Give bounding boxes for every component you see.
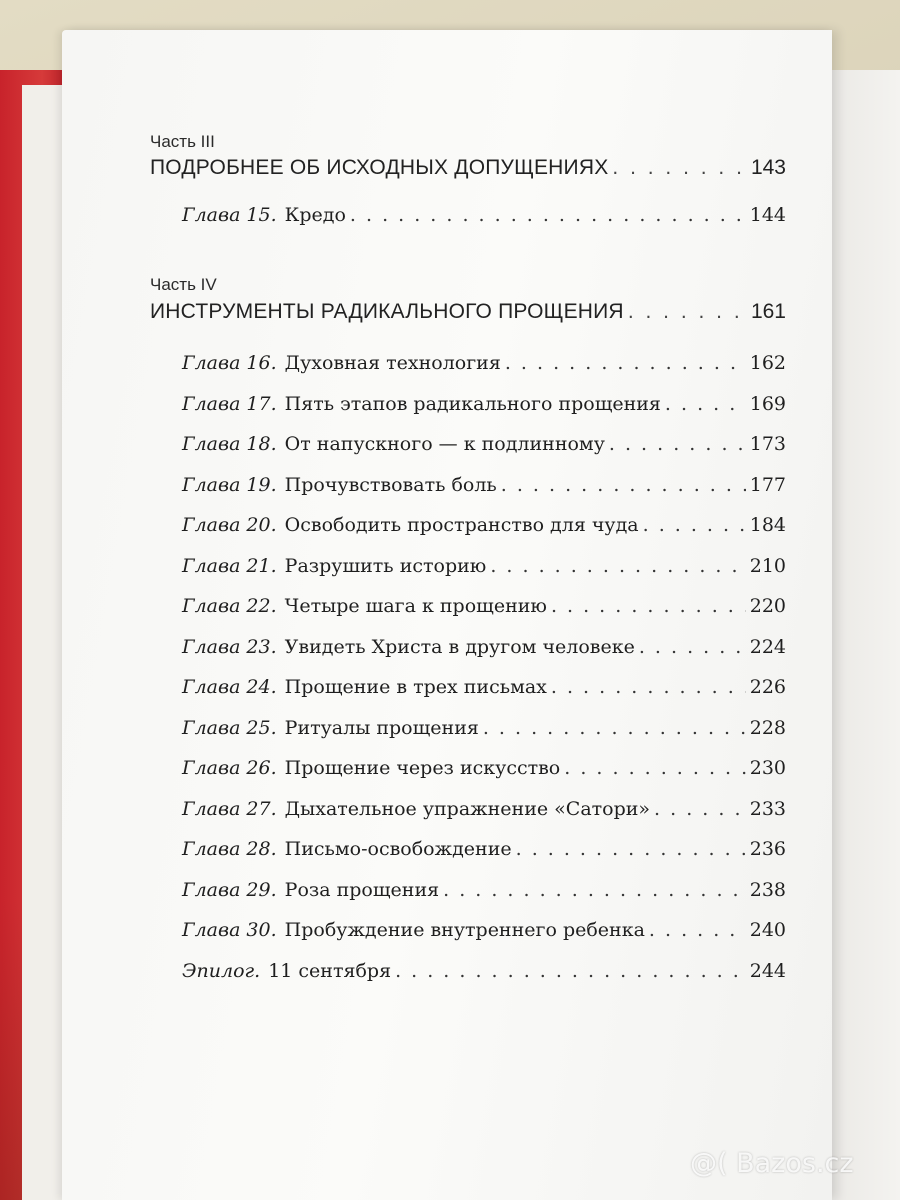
chapter-title: Прочувствовать боль	[284, 473, 497, 496]
dot-leader	[505, 352, 746, 374]
chapter-title: Пять этапов радикального прощения	[284, 392, 661, 415]
book-page	[62, 30, 832, 1200]
chapter-title: Пробуждение внутреннего ребенка	[284, 919, 645, 941]
toc-entry	[182, 514, 786, 536]
dot-leader	[516, 838, 746, 860]
chapter-page: 236	[749, 838, 786, 860]
chapter-title: Роза прощения	[284, 878, 440, 901]
dot-leader	[612, 156, 747, 180]
chapter-title: Дыхательное упражнение «Сатори»	[284, 797, 651, 820]
chapter-page: 162	[749, 352, 786, 374]
chapter-page: 228	[749, 716, 786, 739]
toc-entry	[182, 879, 786, 901]
chapter-page: 226	[749, 676, 786, 698]
dot-leader	[564, 757, 745, 779]
chapter-number: Глава 22.	[182, 595, 277, 617]
chapter-page: 240	[749, 919, 786, 941]
chapter-number: Глава 27.	[182, 797, 277, 820]
dot-leader	[483, 717, 746, 739]
chapter-number: Глава 18.	[182, 433, 277, 455]
part-3-label: Часть III	[150, 132, 215, 151]
chapter-page: 230	[749, 757, 786, 779]
chapter-title: Ритуалы прощения	[284, 716, 479, 739]
chapter-title: Увидеть Христа в другом человеке	[284, 635, 635, 658]
chapter-title: Четыре шага к прощению	[284, 595, 547, 617]
chapter-title: От напускного — к подлинному	[284, 433, 605, 455]
toc-entry	[182, 352, 786, 374]
chapter-number: Глава 17.	[182, 392, 277, 415]
chapter-page: 244	[749, 959, 786, 982]
toc-entry	[182, 798, 786, 820]
chapter-number: Глава 30.	[182, 919, 277, 941]
chapter-page: 233	[749, 797, 786, 820]
dot-leader	[443, 879, 746, 901]
chapter-number: Глава 15.	[182, 204, 277, 226]
dot-leader	[551, 676, 746, 698]
dot-leader	[649, 919, 746, 941]
chapter-number: Глава 28.	[182, 838, 277, 860]
toc-entry	[182, 757, 786, 779]
chapter-title: Прощение через искусство	[284, 757, 561, 779]
chapter-number: Глава 21.	[182, 554, 277, 577]
chapter-number: Глава 16.	[182, 352, 277, 374]
chapter-title: Письмо-освобождение	[284, 838, 512, 860]
chapter-number: Глава 24.	[182, 676, 277, 698]
chapter-page: 144	[749, 204, 786, 226]
toc-entry	[182, 204, 786, 226]
dot-leader	[551, 595, 746, 617]
dot-leader	[654, 798, 746, 820]
chapter-page: 220	[749, 595, 786, 617]
dot-leader	[665, 393, 746, 415]
toc-entry	[182, 838, 786, 860]
toc-entry	[182, 636, 786, 658]
chapter-number: Глава 20.	[182, 514, 277, 536]
chapter-number: Эпилог.	[182, 959, 261, 982]
toc-entry	[182, 676, 786, 698]
chapter-title: Разрушить историю	[284, 554, 487, 577]
part-3-heading	[150, 156, 786, 180]
chapter-page: 169	[749, 392, 786, 415]
chapter-page: 177	[749, 473, 786, 496]
toc-entry	[182, 433, 786, 455]
part-4-page: 161	[750, 300, 786, 323]
chapter-title: Кредо	[284, 204, 346, 226]
chapter-number: Глава 23.	[182, 635, 277, 658]
toc-entry	[182, 595, 786, 617]
part-4-title: ИНСТРУМЕНТЫ РАДИКАЛЬНОГО ПРОЩЕНИЯ	[150, 300, 624, 323]
dot-leader	[609, 433, 746, 455]
part-3-title: ПОДРОБНЕЕ ОБ ИСХОДНЫХ ДОПУЩЕНИЯХ	[150, 156, 609, 179]
toc-entry	[182, 393, 786, 415]
chapter-page: 173	[749, 433, 786, 455]
toc-entry	[182, 717, 786, 739]
part-3-page: 143	[750, 156, 786, 179]
part-4-heading	[150, 300, 786, 324]
toc-entry	[182, 555, 786, 577]
chapter-title: 11 сентября	[268, 959, 392, 982]
dot-leader	[490, 555, 745, 577]
toc-entry	[182, 960, 786, 982]
dot-leader	[628, 300, 747, 324]
toc-entry	[182, 474, 786, 496]
chapter-number: Глава 26.	[182, 757, 277, 779]
chapter-number: Глава 25.	[182, 716, 277, 739]
part-4-label: Часть IV	[150, 275, 217, 294]
toc-entry	[182, 919, 786, 941]
chapter-page: 238	[749, 878, 786, 901]
chapter-number: Глава 29.	[182, 878, 277, 901]
bazos-watermark: @( Bazos.cz	[690, 1148, 854, 1179]
chapter-title: Освободить пространство для чуда	[284, 514, 639, 536]
dot-leader	[395, 960, 746, 982]
chapter-title: Прощение в трех письмах	[284, 676, 547, 698]
chapter-page: 210	[749, 554, 786, 577]
chapter-page: 184	[749, 514, 786, 536]
chapter-title: Духовная технология	[284, 352, 501, 374]
chapter-page: 224	[749, 635, 786, 658]
dot-leader	[643, 514, 746, 536]
chapter-number: Глава 19.	[182, 473, 277, 496]
dot-leader	[350, 204, 746, 226]
dot-leader	[501, 474, 746, 496]
dot-leader	[639, 636, 746, 658]
